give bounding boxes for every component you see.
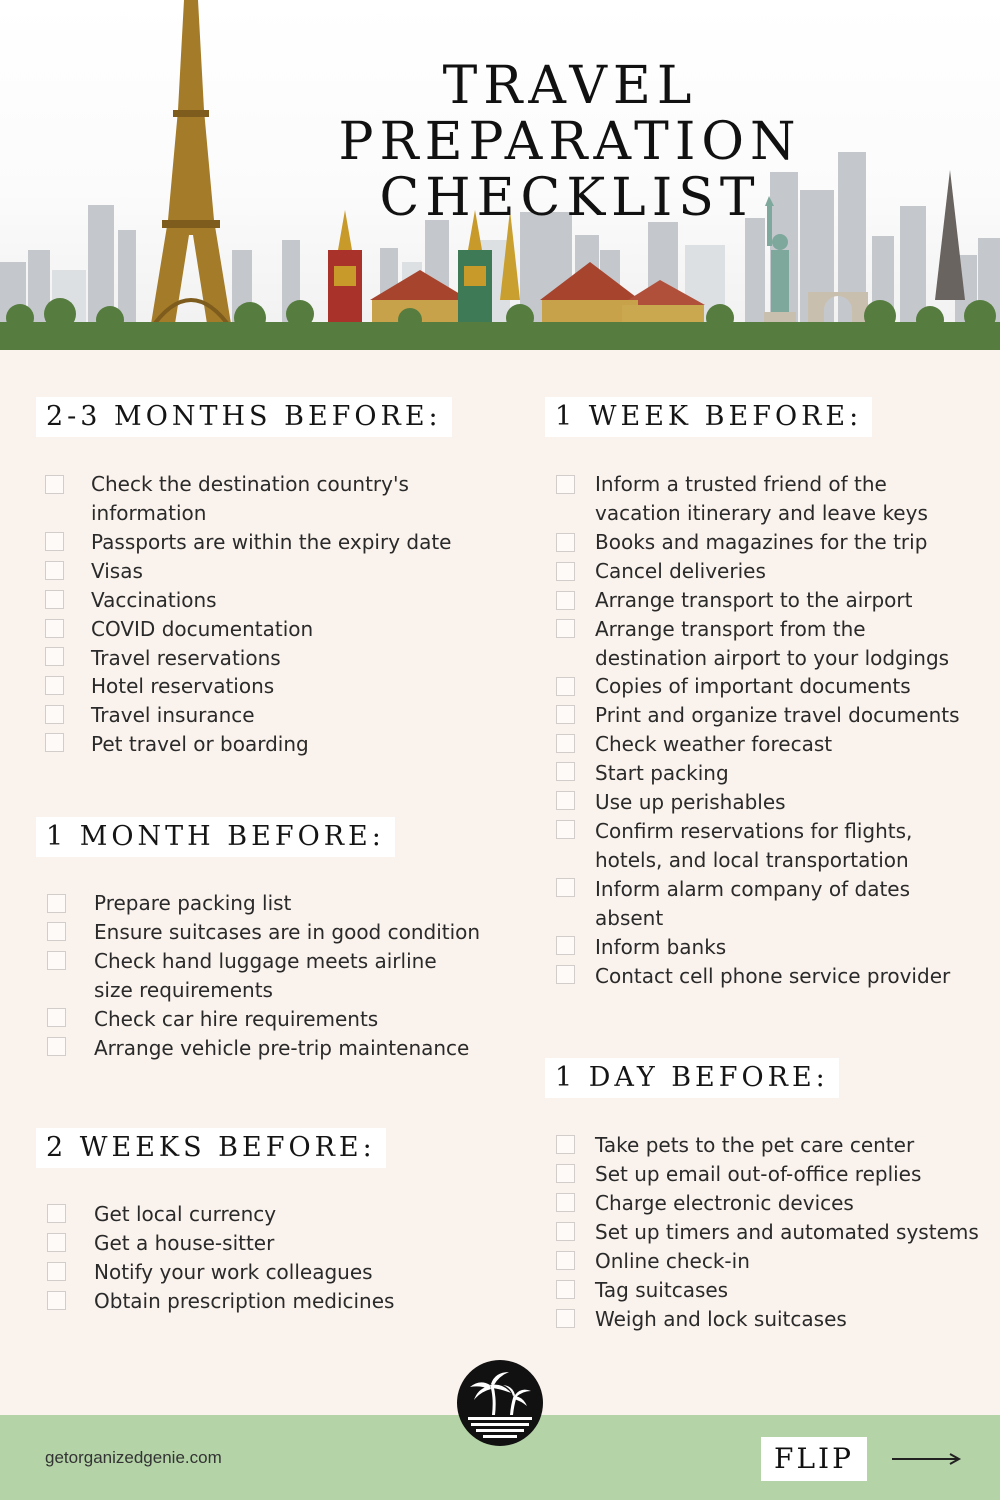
item-label: Set up timers and automated systems — [595, 1220, 979, 1244]
checkbox[interactable] — [556, 1280, 575, 1299]
item-label: Vaccinations — [91, 588, 217, 612]
item-label: COVID documentation — [91, 617, 314, 641]
item-label: Tag suitcases — [595, 1278, 729, 1302]
item-label: Prepare packing list — [94, 891, 292, 915]
checkbox[interactable] — [556, 562, 575, 581]
item-label: Weigh and lock suitcases — [595, 1307, 847, 1331]
checklist-item — [595, 1247, 990, 1276]
checkbox[interactable] — [556, 734, 575, 753]
checkbox[interactable] — [47, 922, 66, 941]
checklist-item — [595, 1218, 995, 1247]
item-label: Hotel reservations — [91, 674, 275, 698]
checklist-item — [91, 644, 491, 673]
item-label: Set up email out-of-office replies — [595, 1162, 922, 1186]
checklist-item — [595, 1305, 990, 1334]
checklist-item — [595, 875, 925, 933]
item-label: Inform banks — [595, 935, 727, 959]
item-label: Travel reservations — [91, 646, 281, 670]
header-banner — [0, 0, 1000, 350]
checklist-item — [595, 933, 990, 962]
checklist-item — [91, 672, 491, 701]
title-line-2: CHECKLIST — [379, 168, 761, 228]
checkbox[interactable] — [556, 677, 575, 696]
item-label: Arrange transport from the destination airport to your lodgings — [595, 617, 950, 670]
checklist-item — [94, 1005, 494, 1034]
checkbox[interactable] — [47, 1037, 66, 1056]
checklist-item — [94, 918, 504, 947]
checkbox[interactable] — [556, 791, 575, 810]
item-label: Pet travel or boarding — [91, 732, 309, 756]
checklist-item — [595, 672, 990, 701]
checkbox[interactable] — [556, 820, 575, 839]
website-link[interactable]: getorganizedgenie.com — [45, 1448, 222, 1467]
checkbox[interactable] — [45, 619, 64, 638]
flip-button[interactable]: FLIP — [761, 1437, 867, 1481]
checklist-item — [595, 586, 990, 615]
checkbox[interactable] — [556, 619, 575, 638]
item-label: Obtain prescription medicines — [94, 1289, 395, 1313]
section-heading-1-day: 1 DAY BEFORE: — [545, 1058, 839, 1098]
checkbox[interactable] — [556, 1309, 575, 1328]
checkbox[interactable] — [47, 1008, 66, 1027]
checkbox[interactable] — [45, 561, 64, 580]
checklist-item — [91, 586, 491, 615]
checkbox[interactable] — [556, 475, 575, 494]
checkbox[interactable] — [556, 936, 575, 955]
item-label: Cancel deliveries — [595, 559, 766, 583]
checkbox[interactable] — [556, 762, 575, 781]
item-label: Contact cell phone service provider — [595, 964, 951, 988]
checklist-item — [94, 1258, 494, 1287]
checklist-item — [595, 1160, 990, 1189]
checklist-item — [595, 1189, 990, 1218]
checklist-item — [595, 701, 990, 730]
checklist-item — [595, 817, 935, 875]
checklist-item — [91, 470, 471, 528]
checkbox[interactable] — [556, 533, 575, 552]
checkbox[interactable] — [556, 878, 575, 897]
checklist-item — [91, 557, 491, 586]
item-label: Charge electronic devices — [595, 1191, 854, 1215]
checkbox[interactable] — [45, 733, 64, 752]
checkbox[interactable] — [556, 591, 575, 610]
checkbox[interactable] — [556, 1193, 575, 1212]
checkbox[interactable] — [47, 894, 66, 913]
checklist-item — [595, 788, 990, 817]
item-label: Check car hire requirements — [94, 1007, 379, 1031]
checklist-item — [595, 528, 990, 557]
checklist-item — [595, 759, 990, 788]
checklist-item — [94, 1287, 494, 1316]
page-title — [220, 58, 920, 226]
item-label: Start packing — [595, 761, 729, 785]
checkbox[interactable] — [556, 705, 575, 724]
checklist-item — [595, 470, 945, 528]
item-label: Arrange transport to the airport — [595, 588, 913, 612]
item-label: Check the destination country's information — [91, 472, 409, 525]
item-label: Check hand luggage meets airline size requirements — [94, 949, 437, 1002]
item-label: Inform a trusted friend of the vacation itinerary and leave keys — [595, 472, 928, 525]
item-label: Passports are within the expiry date — [91, 530, 452, 554]
checklist-item — [595, 730, 990, 759]
checkbox[interactable] — [556, 1251, 575, 1270]
item-label: Check weather forecast — [595, 732, 833, 756]
checklist-item — [94, 889, 494, 918]
title-line-1: TRAVEL PREPARATION — [338, 56, 802, 172]
checklist-item — [94, 947, 474, 1005]
checkbox[interactable] — [45, 475, 64, 494]
palm-tree-logo-icon — [456, 1359, 544, 1447]
section-heading-2-3-months: 2-3 MONTHS BEFORE: — [36, 397, 452, 437]
checkbox[interactable] — [556, 1135, 575, 1154]
checkbox[interactable] — [47, 951, 66, 970]
item-label: Ensure suitcases are in good condition — [94, 920, 481, 944]
checkbox[interactable] — [47, 1291, 66, 1310]
arrow-right-icon — [892, 1451, 962, 1467]
item-label: Travel insurance — [91, 703, 255, 727]
checkbox[interactable] — [556, 1222, 575, 1241]
item-label: Take pets to the pet care center — [595, 1133, 915, 1157]
item-label: Notify your work colleagues — [94, 1260, 373, 1284]
checkbox[interactable] — [45, 647, 64, 666]
checklist-item — [91, 615, 491, 644]
checkbox[interactable] — [47, 1204, 66, 1223]
item-label: Print and organize travel documents — [595, 703, 960, 727]
section-heading-2-weeks: 2 WEEKS BEFORE: — [36, 1128, 386, 1168]
checklist-item — [94, 1034, 504, 1063]
checklist-item — [91, 701, 491, 730]
item-label: Confirm reservations for flights, hotels, and local transportation — [595, 819, 913, 872]
checklist-item — [94, 1200, 494, 1229]
checklist-item — [595, 1276, 990, 1305]
checkbox[interactable] — [556, 965, 575, 984]
checkbox[interactable] — [556, 1164, 575, 1183]
item-label: Use up perishables — [595, 790, 786, 814]
item-label: Copies of important documents — [595, 674, 911, 698]
item-label: Visas — [91, 559, 143, 583]
checkbox[interactable] — [45, 590, 64, 609]
checklist-item — [595, 962, 995, 991]
item-label: Get a house-sitter — [94, 1231, 275, 1255]
checkbox[interactable] — [45, 532, 64, 551]
section-heading-1-month: 1 MONTH BEFORE: — [36, 817, 395, 857]
checkbox[interactable] — [45, 705, 64, 724]
section-heading-1-week: 1 WEEK BEFORE: — [545, 397, 872, 437]
checkbox[interactable] — [47, 1262, 66, 1281]
item-label: Arrange vehicle pre-trip maintenance — [94, 1036, 470, 1060]
checklist-item — [595, 615, 965, 673]
item-label: Online check-in — [595, 1249, 750, 1273]
checklist-item — [595, 557, 990, 586]
checklist-item — [91, 528, 491, 557]
item-label: Inform alarm company of dates absent — [595, 877, 911, 930]
checklist-item — [595, 1131, 990, 1160]
checklist-item — [91, 730, 491, 759]
item-label: Books and magazines for the trip — [595, 530, 928, 554]
item-label: Get local currency — [94, 1202, 277, 1226]
checklist-item — [94, 1229, 494, 1258]
checkbox[interactable] — [47, 1233, 66, 1252]
checkbox[interactable] — [45, 676, 64, 695]
